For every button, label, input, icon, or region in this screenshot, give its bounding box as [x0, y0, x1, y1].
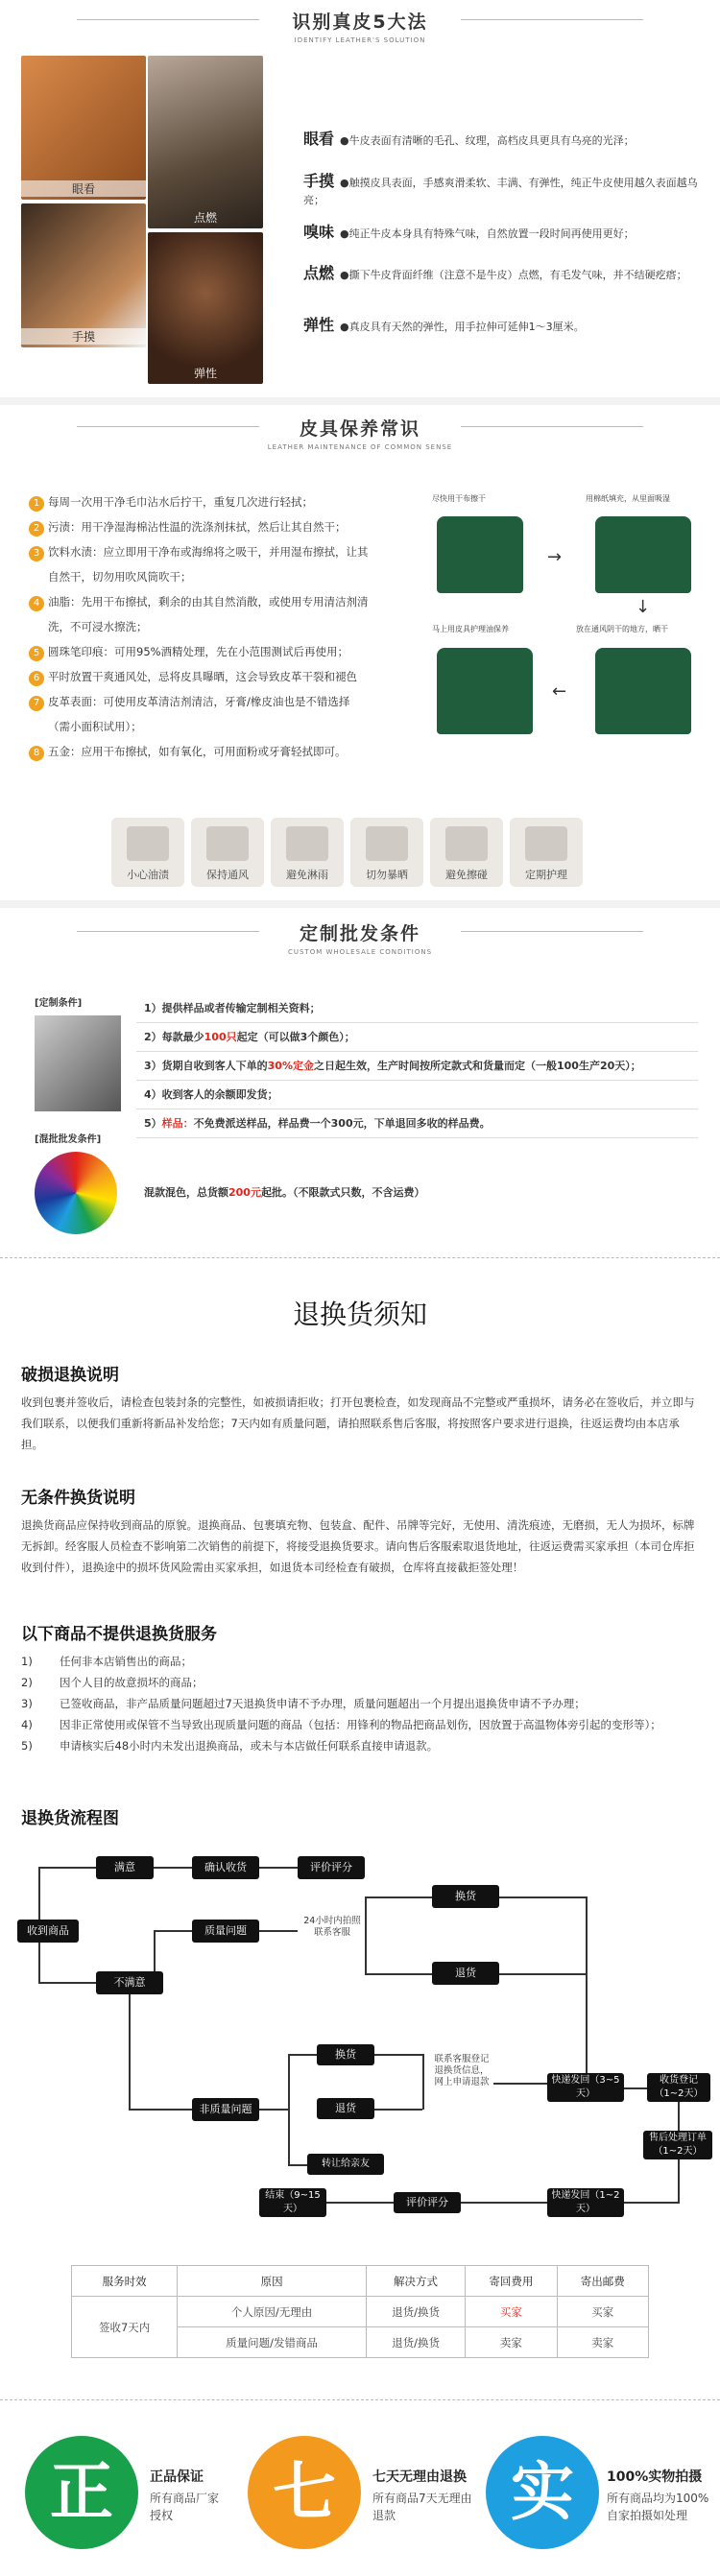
section3-subheading: CUSTOM WHOLESALE CONDITIONS [287, 948, 433, 956]
table-cell: 质量问题/发错商品 [178, 2327, 367, 2358]
cond-text: 5） [144, 1117, 162, 1130]
condition-2 [136, 1023, 698, 1052]
section3-title [0, 919, 720, 956]
badge-desc [150, 2490, 219, 2524]
flow-line [365, 1896, 432, 1898]
care-tip [29, 514, 413, 539]
list-num: 1) [21, 1655, 33, 1668]
care-icon-label: 定期护理 [525, 869, 567, 881]
method-elastic: 弹性 ●真皮具有天然的弹性，用手拉伸可延伸1～3厘米。 [303, 316, 585, 334]
badge-genuine-icon: 正 [25, 2436, 138, 2549]
flow-line [365, 1973, 432, 1975]
tip-text: 圆珠笔印痕：可用95%酒精处理，先在小范围测试后再使用； [48, 645, 349, 658]
tip-number: 5 [29, 646, 44, 661]
table-cell: 卖家 [466, 2327, 557, 2358]
arrow-left-icon: ← [552, 681, 567, 702]
table-cell: 个人原因/无理由 [178, 2297, 367, 2327]
list-text: 申请核实后48小时内未发出退换商品，或未与本店做任何联系直接申请退款。 [60, 1739, 439, 1753]
section1-heading: 识别真皮5大法 [292, 12, 428, 33]
custom-photo [35, 1015, 121, 1111]
care-tip [29, 714, 413, 739]
photo-look [21, 56, 146, 200]
cond-highlight: 样品： [161, 1117, 194, 1130]
flow-exchange2: 换货 [317, 2044, 374, 2065]
method-desc: 牛皮表面有清晰的毛孔、纹理，高档皮具更具有乌亮的光泽； [348, 134, 635, 147]
tip-text: （需小面积试用）； [48, 720, 142, 733]
tip-text: 油脂：先用干布擦拭，剩余的由其自然消散，或使用专用清洁剂清 [48, 595, 369, 608]
diagram-step-2: 用棉纸填充，从里面吸湿 [586, 494, 670, 503]
bag-icon [437, 648, 533, 734]
table-cell: 卖家 [557, 2327, 648, 2358]
flow-line [259, 1867, 298, 1869]
flow-done: 结束（9~15天） [259, 2188, 326, 2217]
damage-heading: 破损退换说明 [21, 1366, 119, 1385]
damage-paragraph: 收到包裹并签收后，请检查包装封条的完整性，如被损请拒收；打开包裹检查，如发现商品不完整或严重损坏，请务必在签收后，并立即与我们联系，以便我们重新将新品补发给您；7天内如有质量问题，请拍照联系售后客服，将按照客户要求进行退换，往返运费均由本店承担。 [21, 1395, 695, 1451]
diagram-step-1: 尽快用干布擦干 [432, 494, 486, 503]
table-header: 服务时效 [72, 2266, 178, 2297]
flow-line [288, 2164, 307, 2166]
returns-title: 退换货须知 [292, 1299, 427, 1330]
flow-refund2: 退货 [317, 2098, 374, 2119]
care-tip [29, 664, 413, 689]
unconditional-heading: 无条件换货说明 [21, 1489, 135, 1508]
photo-label: 弹性 [193, 367, 217, 380]
badge-desc [372, 2490, 472, 2524]
tip-number: 7 [29, 696, 44, 711]
flow-heading: 退换货流程图 [21, 1809, 119, 1828]
cond-highlight: 100只 [204, 1031, 237, 1043]
flow-line [259, 1930, 298, 1932]
list-item [21, 1651, 701, 1672]
photo-elastic [148, 232, 263, 384]
method-desc: 撕下牛皮背面纤维（注意不是牛皮）点燃，有毛发气味，并不结硬疙瘩； [348, 269, 687, 281]
flow-line [365, 1896, 367, 1973]
table-cell: 退货/换货 [366, 2297, 465, 2327]
cond-text: 1）提供样品或者传输定制相关资料； [144, 1002, 321, 1014]
flow-line [38, 1867, 96, 1869]
badge-desc [607, 2490, 716, 2524]
flow-line [288, 2054, 317, 2056]
badge-desc-line: 授权 [150, 2509, 174, 2522]
flow-review: 评价评分 [298, 1856, 365, 1879]
cond-text: 起定（可以做3个颜色）； [236, 1031, 355, 1043]
table-cell: 买家 [557, 2297, 648, 2327]
unconditional-paragraph: 退换货商品应保持收到商品的原貌。退换商品、包裹填充物、包装盒、配件、吊牌等完好，无使用、清洗痕迹，无磨损，无人为损坏，标牌无拆卸。经客服人员检查不影响第二次销售的前提下，将接受退换货要求。请向售后客服索取退货地址，往返运费需买家承担（本司仓库拒收到付件），退换途中的损坏货风险需由买家承担，如退货本司经检查有破损，仓库将直接截拒签处理！ [21, 1518, 695, 1574]
mix-label: [混批批发条件] [35, 1134, 102, 1145]
condition-5 [136, 1109, 698, 1138]
flow-nonquality: 非质量问题 [192, 2098, 259, 2121]
flow-receive: 收到商品 [17, 1920, 79, 1943]
flow-line [154, 1867, 192, 1869]
method-desc: 纯正牛皮本身具有特殊气味，自然放置一段时间再使用更好； [348, 227, 635, 240]
flow-refund: 退货 [432, 1962, 499, 1985]
flow-line [624, 2087, 647, 2089]
method-touch: 手摸 ●触摸皮具表面，手感爽滑柔软、丰满、有弹性，纯正牛皮使用越久表面越乌亮； [303, 172, 698, 206]
tip-text: 饮料水渍：应立即用干净布或海绵将之吸干，并用湿布擦拭，让其 [48, 545, 369, 559]
tip-number: 6 [29, 671, 44, 686]
flow-exchange: 换货 [432, 1885, 499, 1908]
badge-desc-line: 所有商品7天无理由 [372, 2492, 472, 2505]
flow-line [422, 2054, 424, 2110]
table-cell: 签收7天内 [72, 2297, 178, 2358]
care-tip [29, 489, 413, 514]
cond-text: 不免费派送样品，样品费一个300元，下单退回多收的样品费。 [193, 1117, 491, 1130]
care-icon-label: 避免淋雨 [286, 869, 328, 881]
flow-line [499, 1896, 586, 1898]
cond-text: 2）每款最少 [144, 1031, 204, 1043]
flow-cs: 联系客服登记退换货信息，网上申请退款 [434, 2054, 490, 2087]
flow-line [129, 2109, 192, 2111]
mix-condition [144, 1184, 424, 1200]
care-diagram [422, 489, 710, 787]
table-cell: 买家 [466, 2297, 557, 2327]
list-num: 5) [21, 1739, 33, 1753]
cond-text: 3）货期自收到客人下单的 [144, 1060, 268, 1072]
photo-label: 点燃 [193, 211, 217, 225]
divider [0, 397, 720, 405]
no-return-heading: 以下商品不提供退换货服务 [21, 1625, 217, 1644]
care-tip [29, 539, 413, 564]
arrow-right-icon: → [547, 547, 563, 567]
cond-highlight: 200元 [228, 1186, 261, 1199]
method-desc: 触摸皮具表面，手感爽滑柔软、丰满、有弹性，纯正牛皮使用越久表面越乌亮； [303, 177, 698, 206]
photo-burn [148, 56, 263, 228]
cond-text: 混款混色，总货额 [144, 1186, 228, 1199]
badge-seven-day-icon: 七 [248, 2436, 361, 2549]
cond-text: 之日起生效，生产时间按所定款式和货量而定（一般100生产20天）； [314, 1060, 641, 1072]
bag-icon [595, 648, 691, 734]
method-smell: 嗅味 ●纯正牛皮本身具有特殊气味，自然放置一段时间再使用更好； [303, 223, 635, 241]
care-icon-rain [271, 818, 344, 887]
flow-line [624, 2202, 680, 2204]
tip-number: 8 [29, 746, 44, 761]
photo-touch [21, 203, 146, 347]
condition-4 [136, 1081, 698, 1109]
care-icon-label: 切勿暴晒 [366, 869, 408, 881]
flow-review2: 评价评分 [394, 2192, 461, 2213]
list-item [21, 1714, 701, 1735]
flow-ship: 快递发回（3~5天） [547, 2073, 624, 2102]
condition-1 [136, 994, 698, 1023]
care-tip [29, 614, 413, 639]
care-icon-ventilate [191, 818, 264, 887]
method-key: 弹性 [303, 316, 335, 334]
flow-line [288, 2054, 290, 2165]
list-num: 2) [21, 1676, 33, 1689]
section2-subheading: LEATHER MAINTENANCE OF COMMON SENSE [267, 443, 453, 451]
care-tips-list [29, 489, 413, 764]
tip-text: 污渍：用干净湿海棉沾性温的洗涤剂抹拭，然后让其自然干； [48, 520, 347, 534]
method-key: 手摸 [303, 172, 335, 190]
divider [0, 2399, 720, 2400]
flow-line [586, 1896, 588, 2073]
list-text: 已签收商品，非产品质量问题超过7天退换货申请不予办理，质量问题超出一个月提出退换货申请不予办理； [60, 1697, 586, 1710]
tip-text: 每周一次用干净毛巾沾水后拧干，重复几次进行轻拭； [48, 495, 313, 509]
badge-real-photo-icon: 实 [486, 2436, 599, 2549]
list-num: 3) [21, 1697, 33, 1710]
table-header: 寄出邮费 [557, 2266, 648, 2297]
divider [0, 1257, 720, 1258]
cond-text: 起批。（不限款式只数，不含运费） [260, 1186, 425, 1199]
cond-highlight: 30%定金 [267, 1060, 314, 1072]
flow-after: 售后处理订单（1~2天） [643, 2131, 712, 2159]
section1-subheading: IDENTIFY LEATHER'S SOLUTION [294, 36, 426, 44]
bag-icon [595, 516, 691, 593]
badge-desc-line: 所有商品厂家 [150, 2492, 220, 2505]
flow-unsatisfied: 不满意 [96, 1971, 163, 1994]
table-header-row [72, 2266, 649, 2297]
care-tip [29, 689, 413, 714]
flow-line [129, 1994, 131, 2110]
method-desc: 真皮具有天然的弹性，用手拉伸可延伸1～3厘米。 [348, 321, 585, 333]
diagram-step-4: 马上用皮具护理油保养 [432, 625, 509, 633]
photo-label: 眼看 [21, 180, 146, 197]
flow-line [259, 2109, 288, 2111]
badge-title: 正品保证 [150, 2469, 204, 2485]
flow-confirm: 确认收货 [192, 1856, 259, 1879]
flow-satisfied: 满意 [96, 1856, 154, 1879]
tip-number: 2 [29, 521, 44, 537]
method-key: 点燃 [303, 264, 335, 282]
flow-sign: 收货登记（1~2天） [647, 2073, 710, 2102]
tip-text: 平时放置干爽通风处，忌将皮具曝晒，这会导致皮革干裂和褪色 [48, 670, 357, 683]
diagram-step-3: 放在通风阴干的地方，晒干 [576, 625, 668, 633]
care-icon-label: 避免擦碰 [445, 869, 488, 881]
flow-line [499, 1973, 586, 1975]
section3-heading: 定制批发条件 [299, 923, 420, 944]
tip-number: 4 [29, 596, 44, 611]
custom-label: [定制条件] [35, 998, 83, 1009]
table-header: 解决方式 [366, 2266, 465, 2297]
flow-within24: 24小时内拍照联系客服 [303, 1916, 361, 1938]
table-header: 原因 [178, 2266, 367, 2297]
cond-text: 4）收到客人的余额即发货； [144, 1088, 278, 1101]
badge-title: 七天无理由退换 [372, 2469, 467, 2485]
method-key: 嗅味 [303, 223, 335, 241]
flow-ship2: 快递发回（1~2天） [547, 2188, 624, 2217]
condition-3 [136, 1052, 698, 1081]
section2-title [0, 415, 720, 451]
list-item [21, 1693, 701, 1714]
tip-number: 1 [29, 496, 44, 512]
care-icon-sun [350, 818, 423, 887]
method-key: 眼看 [303, 130, 335, 148]
flow-line [38, 1982, 96, 1984]
flow-line [154, 1930, 192, 1932]
list-text: 因非正常使用或保管不当导致出现质量问题的商品（包括：用锋利的物品把商品划伤，因放置于高温物体旁引起的变形等）； [60, 1718, 661, 1731]
care-tip [29, 564, 413, 589]
flow-line [326, 2202, 394, 2204]
flow-line [374, 2109, 422, 2111]
returns-table [71, 2265, 649, 2358]
flow-line [678, 2159, 680, 2202]
list-item [21, 1735, 701, 1756]
badge-desc-line: 所有商品均为100% [607, 2492, 709, 2505]
flow-line [678, 2102, 680, 2131]
care-tip [29, 739, 413, 764]
care-tip [29, 639, 413, 664]
care-icon-label: 小心油渍 [127, 869, 169, 881]
flow-quality: 质量问题 [192, 1920, 259, 1943]
method-burn: 点燃 ●撕下牛皮背面纤维（注意不是牛皮）点燃，有毛发气味，并不结硬疙瘩； [303, 264, 687, 282]
tip-number: 3 [29, 546, 44, 561]
tip-text: 自然干，切勿用吹风筒吹干； [48, 570, 192, 584]
care-icon-scratch [430, 818, 503, 887]
no-return-list [21, 1651, 701, 1756]
section1-title [0, 8, 720, 44]
flow-line [461, 2202, 547, 2204]
flow-line [493, 2083, 547, 2085]
badge-title: 100%实物拍摄 [607, 2469, 703, 2485]
arrow-down-icon: ↓ [636, 597, 651, 617]
care-tip [29, 589, 413, 614]
list-text: 因个人目的故意损坏的商品； [60, 1676, 204, 1689]
care-icon-label: 保持通风 [206, 869, 249, 881]
list-text: 任何非本店销售出的商品； [60, 1655, 192, 1668]
badge-desc-line: 退款 [372, 2509, 396, 2522]
list-item [21, 1672, 701, 1693]
tip-text: 洗，不可浸水擦洗； [48, 620, 148, 633]
flow-transfer: 转让给亲友 [307, 2154, 384, 2175]
method-look: 眼看 ●牛皮表面有清晰的毛孔、纹理，高档皮具更具有乌亮的光泽； [303, 130, 635, 148]
care-icon-clock [510, 818, 583, 887]
table-row [72, 2297, 649, 2327]
flow-line [374, 2054, 422, 2056]
care-icon-oil [111, 818, 184, 887]
color-wheel-icon [35, 1152, 117, 1234]
section2-heading: 皮具保养常识 [299, 418, 420, 440]
tip-text: 五金：应用干布擦拭，如有氧化，可用面粉或牙膏轻拭即可。 [48, 745, 347, 758]
table-header: 寄回费用 [466, 2266, 557, 2297]
badge-desc-line: 自家拍摄如处理 [607, 2509, 688, 2522]
photo-label: 手摸 [21, 328, 146, 345]
table-cell: 退货/换货 [366, 2327, 465, 2358]
list-num: 4) [21, 1718, 33, 1731]
tip-text: 皮革表面：可使用皮革清洁剂清洁，牙膏/橡皮油也是不错选择 [48, 695, 350, 708]
divider [0, 900, 720, 908]
bag-icon [437, 516, 523, 593]
